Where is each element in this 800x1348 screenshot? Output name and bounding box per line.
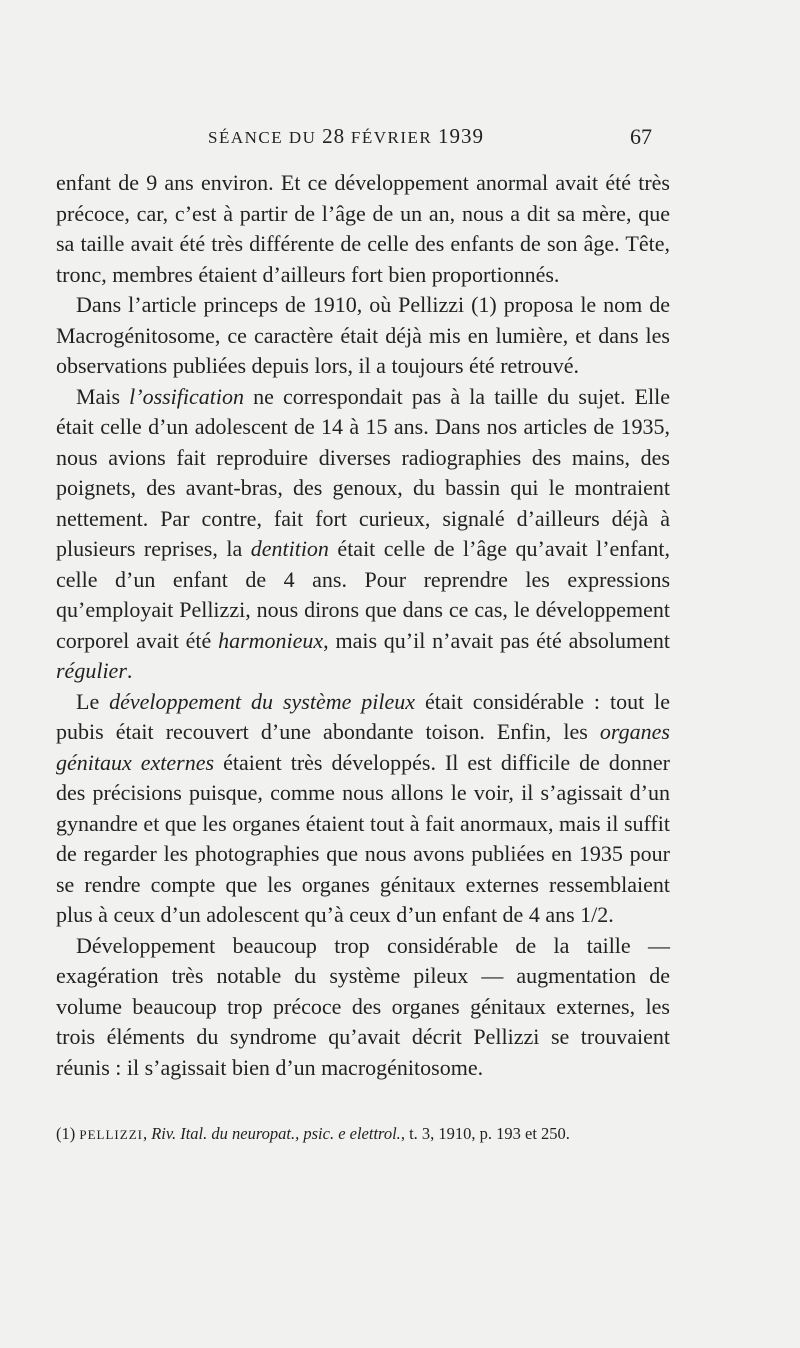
paragraph-5: Développement beaucoup trop considérable de la taille — exagération très notable du système pileux — augmentation de volume beaucoup trop précoce des organes génitaux externes, les trois éléments du syndrome qu’avait décrit Pellizzi se trouvaient réunis : il s’agissait bien d’un macrogénitosome. [56, 932, 670, 1080]
paragraph-1: enfant de 9 ans environ. Et ce développement anormal avait été très précoce, car, c’est à partir de l’âge de un an, nous a dit sa mère, que sa taille avait été très différente de celle des enfants de son âge. Tête, tronc, membres étaient d’ailleurs fort bien proportionnés. [56, 170, 670, 287]
p3-text-a: Mais [76, 383, 130, 409]
p3-text-e: était celle de l’âge qu’avait l’enfant, celle d’un enfant de 4 ans. Pour reprendre les expressions qu’employait Pellizzi, nous dirons que dans ce cas, le développement corporel avait été [56, 536, 670, 653]
p3-text-i: . [126, 658, 133, 683]
p4-italic-organes-genitaux: organes génitaux externes [56, 719, 670, 775]
p3-text-c: ne correspondait pas à la taille du sujet. Elle était celle d’un adolescent de 14 à 15 ans. Dans nos articles de 1935, nous avions fait reproduire diverses radiographies des mains, des poignets, des avant-bras, des genoux, du bassin qui le montraient nettement. Par contre, fait fort curieux, signalé d’ailleurs déjà à plusieurs reprises, la [56, 383, 671, 561]
p4-text-a: Le [76, 688, 110, 714]
p4-text-c: était considérable : tout le pubis était recouvert d’une abondante toison. Enfin, les [56, 688, 670, 744]
title-month: FÉVRIER [345, 128, 439, 147]
p4-italic-systeme-pileux: développement du système pileux [109, 688, 416, 714]
footnote-author: PELLIZZI [79, 1127, 143, 1142]
page-number: 67 [630, 124, 652, 149]
p3-italic-harmonieux: harmonieux [218, 627, 324, 653]
title-year: 1939 [438, 124, 485, 148]
paragraph-4 [56, 687, 670, 931]
running-title [208, 124, 484, 149]
paragraph-3 [56, 382, 670, 687]
p3-italic-dentition: dentition [250, 536, 329, 561]
paragraph-2: Dans l’article princeps de 1910, où Pellizzi (1) proposa le nom de Macrogénitosome, ce caractère était déjà mis en lumière, et dans les observations publiées depuis lors, il a toujours été retrouvé. [56, 292, 670, 378]
footnote-journal: Riv. Ital. du neuropat., psic. e elettrol. [151, 1124, 401, 1143]
footnote-marker: (1) [56, 1124, 80, 1143]
footnote-sep: , [142, 1124, 152, 1143]
running-header [56, 124, 652, 154]
body-text [56, 168, 670, 1083]
p4-text-e: étaient très développés. Il est difficile de donner des précisions puisque, comme nous allons le voir, il s’agissait d’un gynandre et que les organes étaient tout à fait anormaux, mais il suffit de regarder les photographies que nous avons publiées en 1935 pour se rendre compte que les organes génitaux externes ressemblaient plus à ceux d’un adolescent qu’à ceux d’un enfant de 4 ans 1/2. [56, 749, 670, 927]
title-day: 28 [322, 124, 346, 148]
p3-text-g: , mais qu’il n’avait pas été absolument [323, 627, 670, 653]
p3-italic-regulier: régulier [56, 658, 127, 683]
p3-italic-ossification: l’ossification [129, 383, 245, 409]
footnote-rest: , t. 3, 1910, p. 193 et 250. [400, 1124, 570, 1143]
title-session: SÉANCE DU [208, 128, 323, 147]
footnote [56, 1124, 670, 1145]
